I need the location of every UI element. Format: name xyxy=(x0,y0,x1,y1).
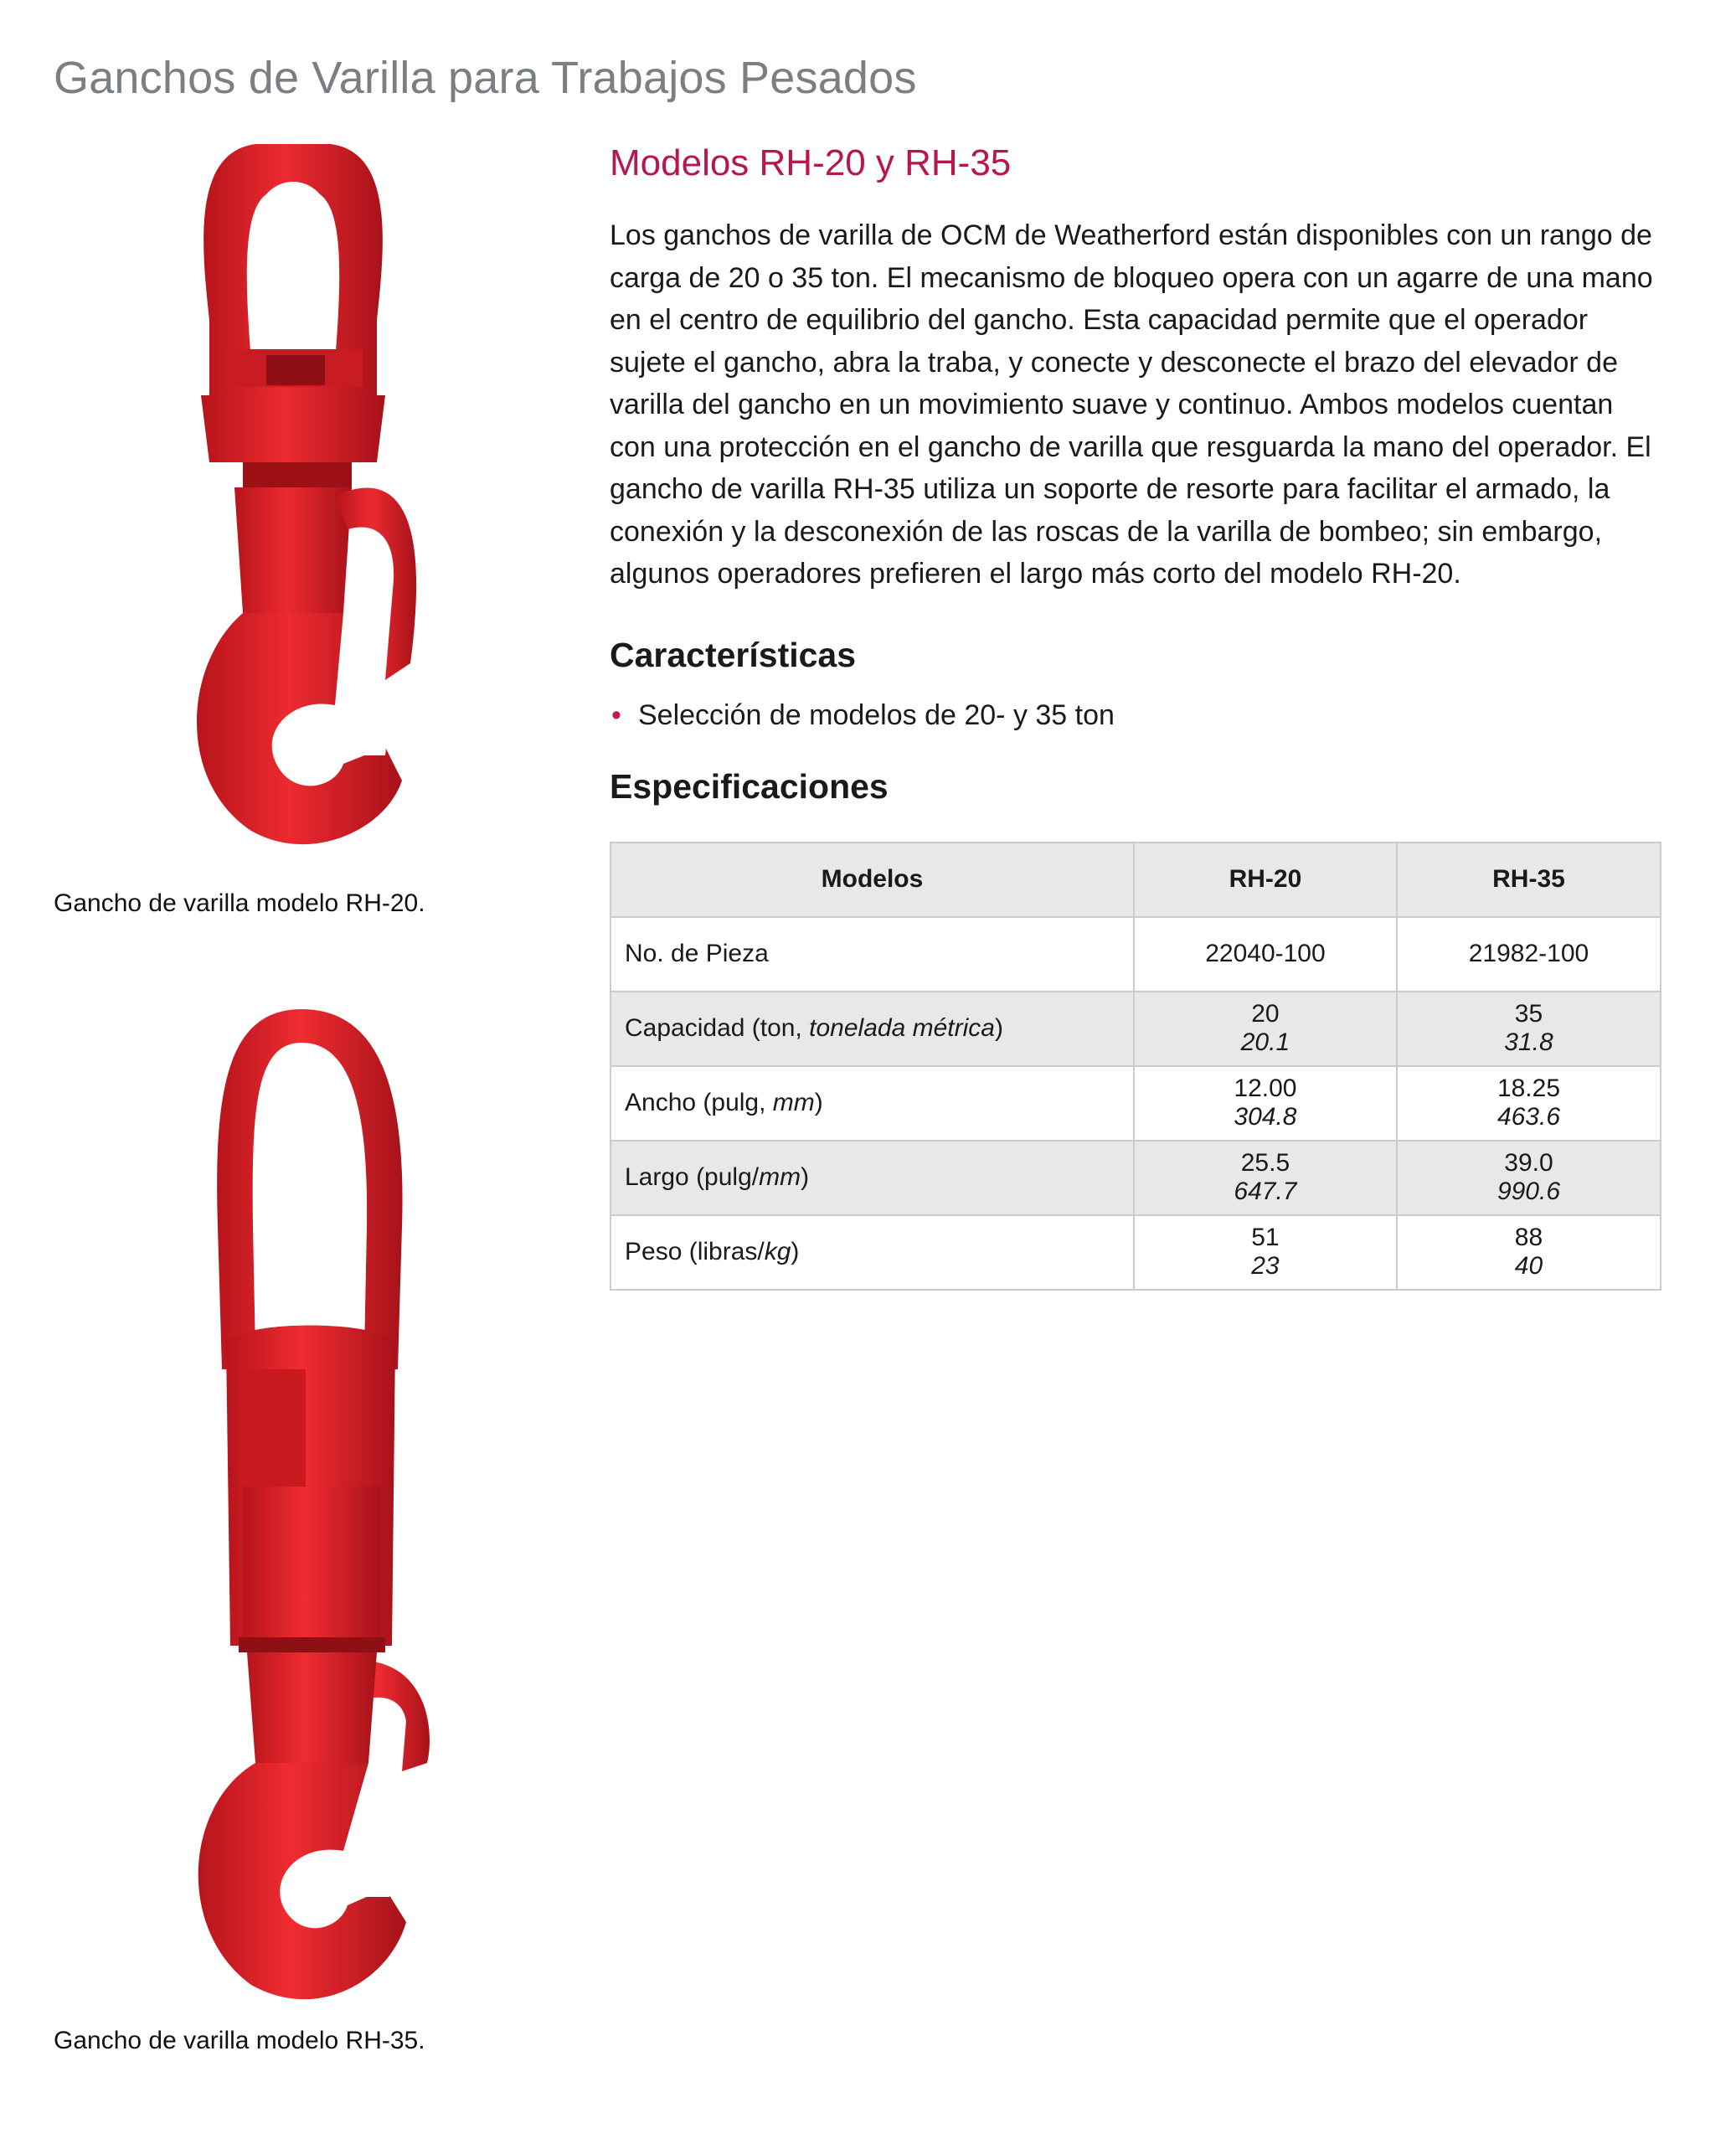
header-rh20: RH-20 xyxy=(1134,843,1397,917)
features-heading: Características xyxy=(610,635,857,674)
rh35-value: 35 31.8 xyxy=(1397,992,1661,1066)
page-title: Ganchos de Varilla para Trabajos Pesados xyxy=(54,53,917,103)
row-label: Peso (libras/kg) xyxy=(610,1215,1134,1290)
rh20-value: 51 23 xyxy=(1134,1215,1397,1290)
rh20-value: 20 20.1 xyxy=(1134,992,1397,1066)
table-row xyxy=(610,1066,1661,1141)
table-row xyxy=(610,1215,1661,1290)
description-paragraph: Los ganchos de varilla de OCM de Weatherford están disponibles con un rango de carga de 20 o 35 ton. El mecanismo de bloqueo opera con un agarre de una mano en el centro de equilibrio del gancho. Esta capacidad permite que el operador sujete el gancho, abra la traba, y conecte y desconecte el brazo del elevador de varilla del gancho en un movimiento suave y continuo. Ambos modelos cuentan con una protección en el gancho de varilla que resguarda la mano del operador. El gancho de varilla RH-35 utiliza un soporte de resorte para facilitar el armado, la conexión y la desconexión de las roscas de la varilla de bombeo; sin embargo, algunos operadores prefieren el largo más corto del modelo RH-20. xyxy=(610,219,1653,590)
rh20-value: 22040-100 xyxy=(1134,917,1397,992)
feature-text: Selección de modelos de 20- y 35 ton xyxy=(638,698,1115,731)
content-column xyxy=(610,142,1665,1291)
row-label: Ancho (pulg, mm) xyxy=(610,1066,1134,1141)
rh35-value: 18.25 463.6 xyxy=(1397,1066,1661,1141)
table-row xyxy=(610,1141,1661,1215)
specs-heading: Especificaciones xyxy=(610,766,889,806)
table-header-row xyxy=(610,843,1661,917)
row-label: Capacidad (ton, tonelada métrica) xyxy=(610,992,1134,1066)
bullet-icon: • xyxy=(611,698,621,731)
spec-table xyxy=(610,842,1661,1291)
section-subtitle: Modelos RH-20 y RH-35 xyxy=(610,142,1012,183)
rh35-caption: Gancho de varilla modelo RH-35. xyxy=(54,2027,425,2054)
list-item xyxy=(610,697,1665,734)
row-label: Largo (pulg/mm) xyxy=(610,1141,1134,1215)
header-rh35: RH-35 xyxy=(1397,843,1661,917)
table-row xyxy=(610,992,1661,1066)
rh35-value: 88 40 xyxy=(1397,1215,1661,1290)
rh35-value: 21982-100 xyxy=(1397,917,1661,992)
rh35-value: 39.0 990.6 xyxy=(1397,1141,1661,1215)
header-models: Modelos xyxy=(610,843,1134,917)
features-list xyxy=(610,697,1665,734)
rh35-hook-image xyxy=(176,1009,444,2014)
row-label: No. de Pieza xyxy=(610,917,1134,992)
rh20-caption: Gancho de varilla modelo RH-20. xyxy=(54,889,425,917)
rh20-hook-image xyxy=(176,144,444,873)
rh20-value: 12.00 304.8 xyxy=(1134,1066,1397,1141)
rh20-value: 25.5 647.7 xyxy=(1134,1141,1397,1215)
table-row xyxy=(610,917,1661,992)
